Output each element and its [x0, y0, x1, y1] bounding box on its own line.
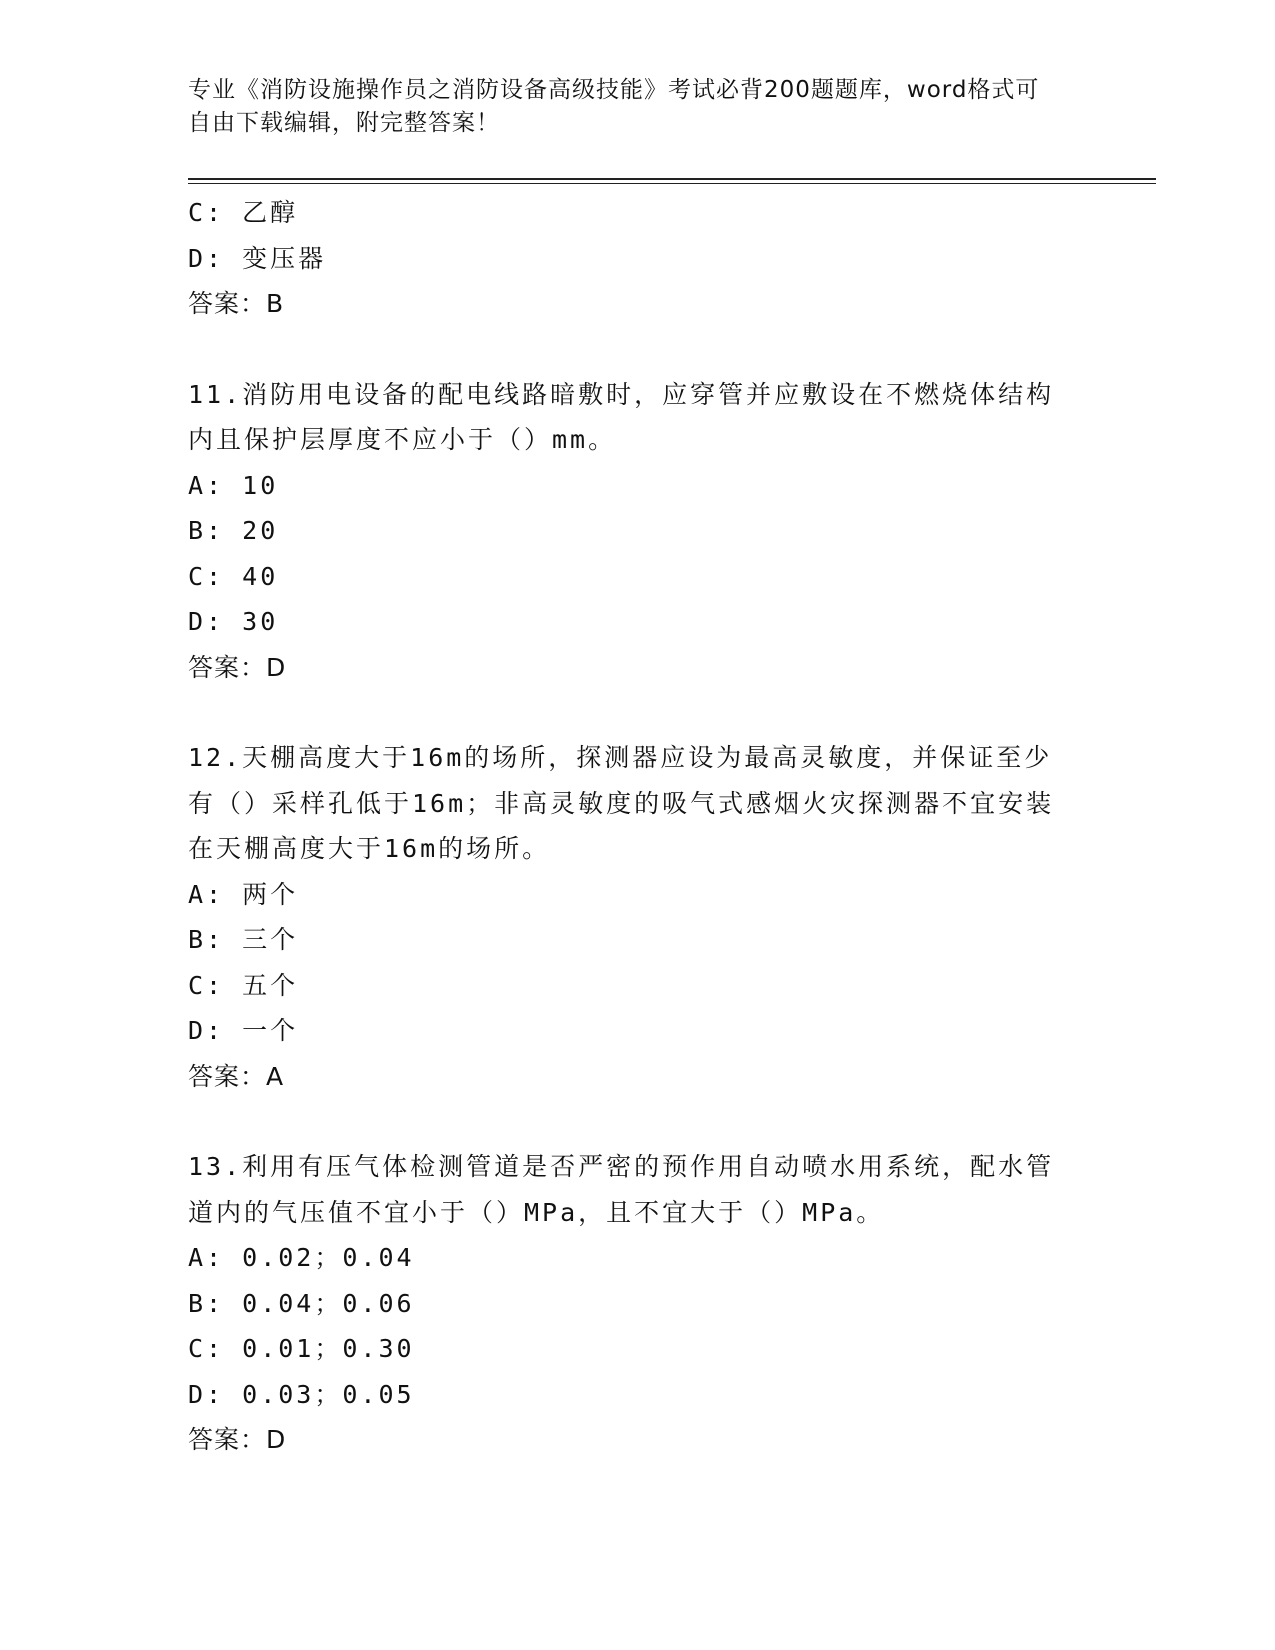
- header-line-1: 专业《消防设施操作员之消防设备高级技能》考试必背200题题库，word格式可: [188, 77, 1040, 103]
- question-text-line: 13.利用有压气体检测管道是否严密的预作用自动喷水用系统，配水管: [188, 1152, 1055, 1181]
- header-line-2: 自由下载编辑，附完整答案！: [188, 110, 500, 136]
- previous-question-tail: [188, 190, 1088, 327]
- option-c: C: 乙醇: [188, 198, 299, 227]
- answer-line: 答案：D: [188, 652, 287, 682]
- option-b: B: 20: [188, 516, 279, 545]
- option-d: D: 一个: [188, 1016, 299, 1045]
- question-text-line: 内且保护层厚度不应小于（）mm。: [188, 425, 617, 454]
- answer-line: 答案：D: [188, 1425, 287, 1454]
- header-rule-thick: [188, 178, 1156, 180]
- option-a: A: 10: [188, 470, 279, 500]
- option-b: B: 三个: [188, 925, 299, 954]
- option-c: C: 五个: [188, 970, 299, 1000]
- option-d: D: 30: [188, 607, 279, 636]
- option-d: D: 变压器: [188, 243, 327, 273]
- question-text-line: 11.消防用电设备的配电线路暗敷时，应穿管并应敷设在不燃烧体结构: [188, 379, 1055, 409]
- question-12: [188, 735, 1088, 1099]
- question-text-line: 在天棚高度大于16m的场所。: [188, 834, 551, 863]
- question-text-line: 道内的气压值不宜小于（）MPa，且不宜大于（）MPa。: [188, 1197, 885, 1227]
- option-b: B: 0.04；0.06: [188, 1288, 415, 1318]
- answer-line: 答案：A: [188, 1061, 285, 1091]
- option-d: D: 0.03；0.05: [188, 1379, 415, 1409]
- document-header: [188, 74, 1078, 140]
- question-13: [188, 1144, 1088, 1463]
- option-a: A: 0.02；0.04: [188, 1243, 415, 1272]
- question-text-line: 12.天棚高度大于16m的场所，探测器应设为最高灵敏度，并保证至少: [188, 743, 1053, 772]
- option-c: C: 40: [188, 561, 279, 591]
- header-rule-thin: [188, 183, 1156, 184]
- question-list: [188, 190, 1088, 1463]
- question-11: [188, 372, 1088, 691]
- answer-line: 答案：B: [188, 289, 285, 318]
- question-text-line: 有（）采样孔低于16m；非高灵敏度的吸气式感烟火灾探测器不宜安装: [188, 788, 1055, 818]
- option-c: C: 0.01；0.30: [188, 1334, 415, 1363]
- option-a: A: 两个: [188, 879, 299, 909]
